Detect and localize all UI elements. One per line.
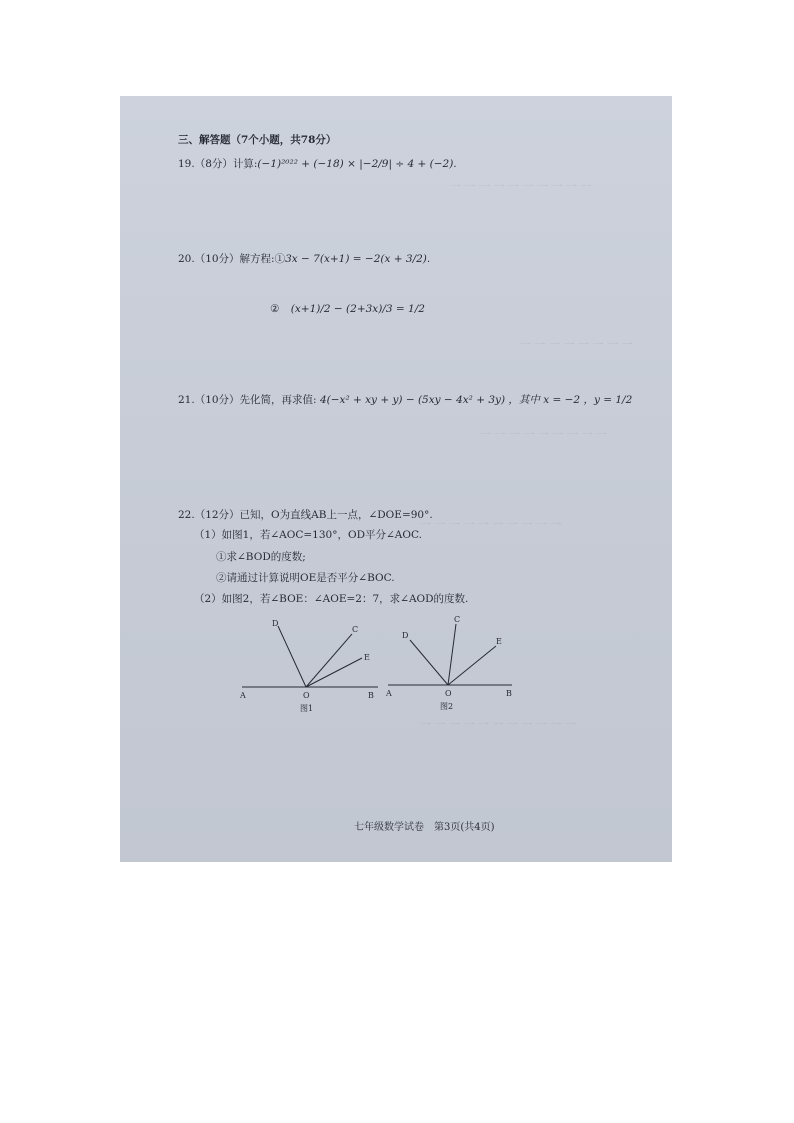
question-19	[178, 156, 457, 171]
q20-prefix: 20.（10分）解方程:①	[178, 253, 286, 265]
q21-expression: 4(−x² + xy + y) − (5xy − 4x² + 3y)	[319, 394, 506, 406]
label-c: C	[352, 625, 359, 634]
ray-oe	[306, 658, 362, 687]
question-20-eq2	[270, 303, 425, 315]
q20-label-2: ②	[270, 303, 280, 315]
label-d: D	[272, 619, 279, 628]
label-a: A	[386, 689, 392, 698]
ray-oc	[306, 634, 352, 687]
q19-prefix: 19.（8分）计算:	[178, 158, 258, 170]
label-a: A	[240, 691, 246, 700]
figure-1	[238, 614, 382, 714]
ray-oc	[448, 624, 456, 685]
question-21	[178, 392, 632, 407]
label-e: E	[364, 653, 370, 662]
page-footer: 七年级数学试卷 第3页(共4页)	[354, 822, 495, 833]
section-heading: 三、解答题（7个小题，共78分）	[178, 134, 337, 146]
q22-part-1b: ②请通过计算说明OE是否平分∠BOC.	[216, 572, 395, 584]
q22-part-2: （2）如图2，若∠BOE：∠AOE=2：7，求∠AOD的度数.	[194, 593, 469, 605]
label-e: E	[496, 637, 502, 646]
q22-part-1: （1）如图1，若∠AOC=130°，OD平分∠AOC.	[194, 529, 422, 541]
ray-oe	[448, 646, 496, 685]
ray-od	[278, 626, 306, 687]
bleed-through-text: 一 一 一 一 一 一 一 一 一 一 一	[420, 718, 576, 731]
figure-2	[384, 614, 528, 714]
label-o: O	[445, 689, 452, 698]
bleed-through-text: 一 一 一 一 一 一 一 一	[520, 338, 633, 351]
label-d: D	[402, 631, 409, 640]
exam-page	[120, 96, 672, 862]
figure-2-caption: 图2	[440, 702, 454, 711]
ray-od	[410, 640, 448, 685]
label-b: B	[368, 691, 374, 700]
label-b: B	[506, 689, 512, 698]
q21-prefix: 21.（10分）先化简，再求值:	[178, 394, 317, 406]
q19-expression: (−1)²⁰²² + (−18) × |−2/9| ÷ 4 + (−2).	[257, 158, 457, 170]
bleed-through-text: 一 一 一 一 一 一 一 一 一 一	[420, 518, 562, 531]
q22-stem: 22.（12分）已知，O为直线AB上一点，∠DOE=90°.	[178, 509, 433, 521]
question-20-eq1	[178, 251, 430, 266]
bleed-through-text: 一 一 一 一 一 一 一 一 一	[480, 428, 607, 441]
q22-part-1a: ①求∠BOD的度数;	[216, 551, 306, 563]
q21-given: ，其中 x = −2 ，y = 1/2	[508, 394, 633, 406]
label-c: C	[454, 615, 461, 624]
bleed-through-text: 一 一 一 一 一 一 一 一 一 一	[450, 180, 592, 193]
label-o: O	[303, 691, 310, 700]
q20-equation-1: 3x − 7(x+1) = −2(x + 3/2).	[285, 253, 431, 265]
q20-equation-2: (x+1)/2 − (2+3x)/3 = 1/2	[290, 303, 425, 315]
figure-1-caption: 图1	[300, 704, 314, 713]
